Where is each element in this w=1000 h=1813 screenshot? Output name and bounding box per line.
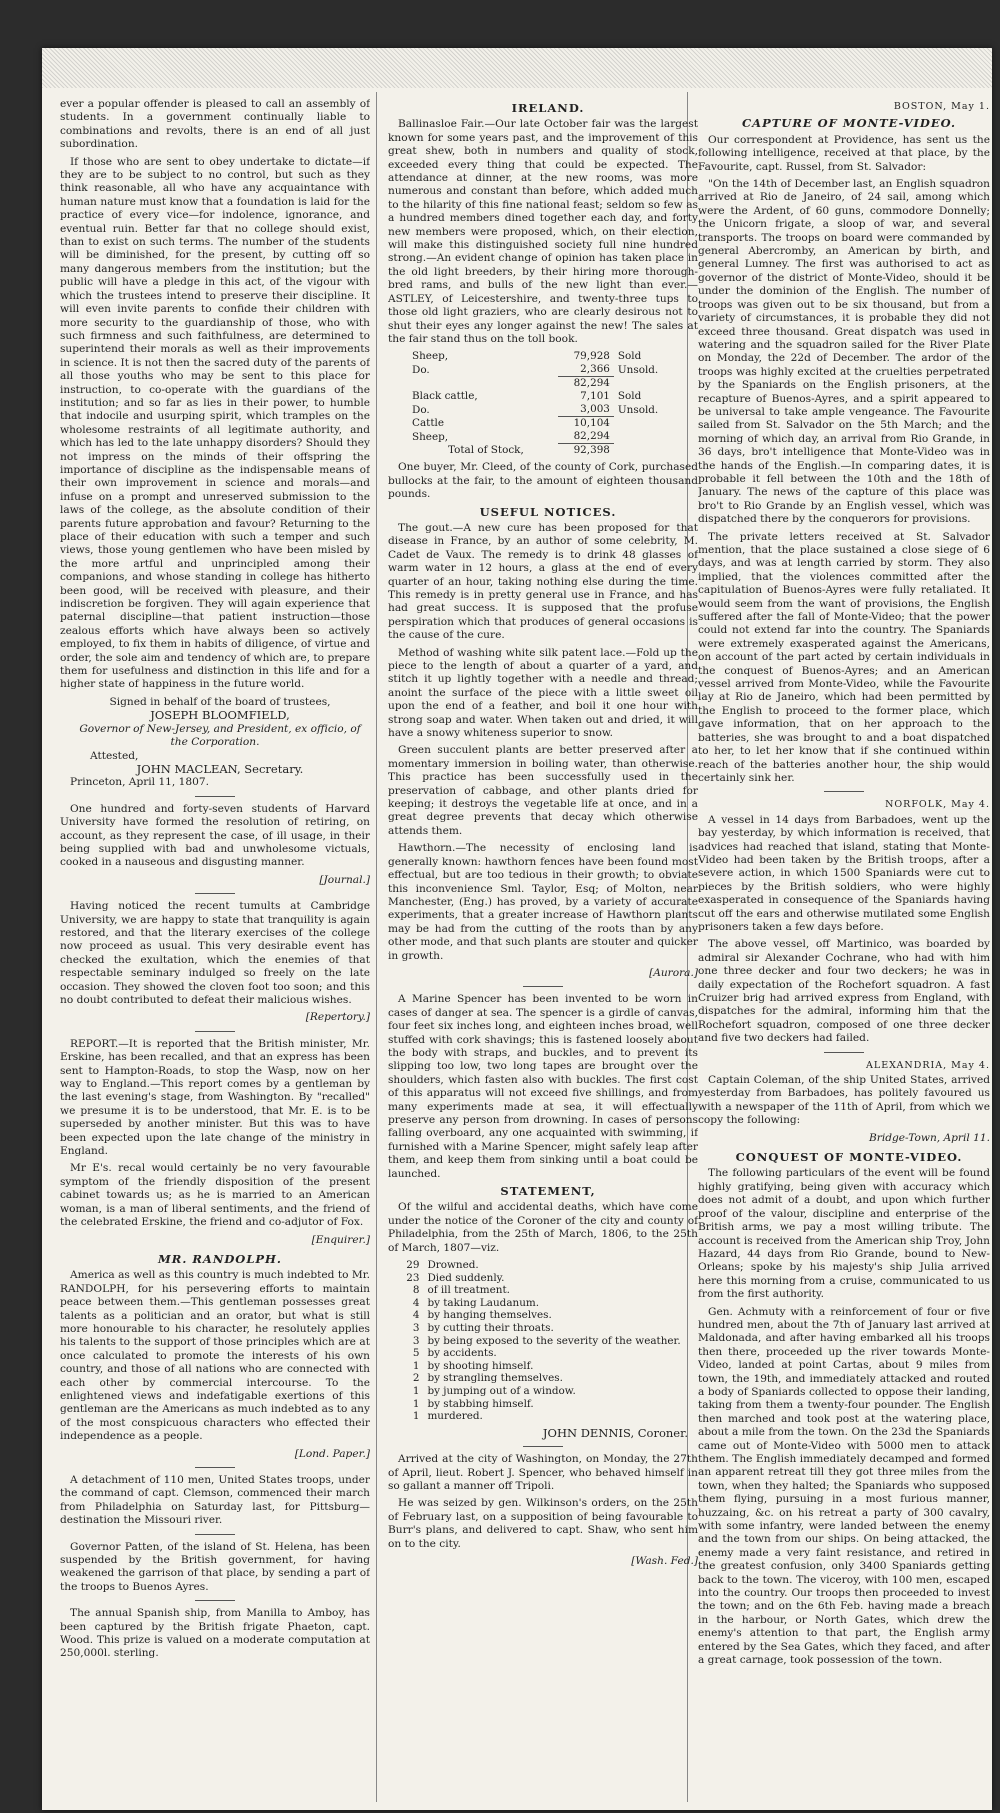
table-row (402, 1410, 687, 1423)
separator (195, 796, 235, 797)
paragraph: Green succulent plants are better preserved after a momentary immersion in boiling water, than otherwise. This practice has been successfully used in the preservation of cabbage, and other plants dried for keeping; it destroys the vegetable life at once, and in a great degree prevents that decay which otherwise attends them. (388, 744, 698, 837)
secretary-name: JOHN MACLEAN, Secretary. (136, 761, 304, 776)
paragraph: The gout.—A new cure has been proposed for that disease in France, by an author of some celebrity, M. Cadet de Vaux. The remedy is to drink 48 glasses of warm water in 12 hours, a glass at the end of every quarter of an hour, taking nothing else during the time. This remedy is in pretty general use in France, and has had great success. It is supposed that the profuse perspiration which that produces of general occasions is the cause of the cure. (388, 521, 698, 642)
section-heading: USEFUL NOTICES. (479, 504, 617, 519)
table-row (402, 1385, 687, 1398)
table-cell: Died suddenly. (427, 1271, 505, 1284)
table-cell: 4 (412, 1309, 420, 1322)
table-cell: Unsold. (617, 403, 659, 416)
table-cell: by strangling themselves. (427, 1372, 563, 1385)
paragraph: Captain Coleman, of the ship United States, arrived yesterday from Barbadoes, has politely favoured us with a newspaper of the 11th of April, from which we copy the following: (698, 1074, 990, 1127)
separator (195, 1534, 235, 1535)
paragraph: Gen. Achmuty with a reinforcement of four or five hundred men, about the 7th of January last arrived at Maldonada, and after having embarked all his troops then there, proceeded up the river towards Monte-Video, landed at point Cartas, about 9 miles from town, the 19th, and immediately attacked and routed a body of Spaniards collected to oppose their landing, taking from them a twenty-four pounder. The English then marched and took post at the watering place, about a mile from the town. On the 23d the Spaniards came out of Monte-Video with 5000 men to attack them. The English immediately decamped and formed an apparent retreat till they got three miles from the town, when they halted; the Spaniards who supposed them flying, pursuing in a most furious manner, huzzaing, &c. on his retreat a party of 300 cavalry, with some infantry, were landed between the enemy and the town from our ships. On being attacked, the enemy made a very faint resistance, and retired in the greatest confusion, only 3400 Spaniards getting back to the town. The viceroy, with 100 men, escaped into the country. Our troops then proceeded to invest the town; and on the 6th Feb. having made a breach in the harbour, or North Gates, which drew the enemy's attention to that part, the English army entered by the Sea Gates, which they faced, and after a great carnage, took possession of the town. (698, 1305, 990, 1667)
table-row (402, 1259, 687, 1272)
table-cell: by shooting himself. (427, 1359, 534, 1372)
separator (195, 893, 235, 894)
table-cell: by jumping out of a window. (427, 1385, 576, 1397)
source-credit: [Journal.] (319, 873, 370, 886)
table-cell: Drowned. (427, 1259, 479, 1272)
paragraph: The private letters received at St. Salvador mention, that the place sustained a close siege of 6 days, and was at length carried by storm. They also implied, that the violences committed after the capitulation of Buenos-Ayres were fully retaliated. It would seem from the want of provisions, the English suffered after the fall of Monte-Video; that the power could not extend far into the country. The Spaniards were extremely exasperated against the Americans, on account of the part acted by certain individuals in the conquest of Buenos-Ayres; and an American vessel arrived from Monte-Video, while the Favourite lay at Rio de Janeiro, which had been permitted by the English to proceed to the former place, which gave information, that on her approach to the batteries, she was brought to and a boat dispatched to her, to let her know that if she continued within reach of the batteries another hour, the ship would certainly sink her. (698, 530, 990, 784)
dateline: Princeton, April 11, 1807. (70, 776, 209, 789)
paragraph: Governor Patten, of the island of St. Helena, has been suspended by the British government, for having weakened the garrison of that place, by sending a part of the troops to Buenos Ayres. (60, 1540, 370, 1593)
table-cell: Sold (617, 390, 642, 403)
paragraph: Our correspondent at Providence, has sent us the following intelligence, received at that place, by the Favourite, capt. Russel, from St. Salvador: (698, 133, 990, 173)
table-cell: Total of Stock, (448, 444, 524, 457)
paragraph: If those who are sent to obey undertake to dictate—if they are to be subject to no control, but such as they think reasonable, all who have any acquaintance with human nature must know that a foundation is laid for the practice of every vice—for indolence, ignorance, and eventual ruin. Better far that no college should exist, than to exist on such terms. The number of the students will be diminished, for the present, by cutting off so many dangerous members from the institution; but the public will have a pledge in this act, of the vigour with which the trustees intend to preserve their discipline. It will even invite parents to confide their children with more security to the guardianship of those, who with such firmness and such faithfulness, are determined to superintend their morals as well as their improvements in science. It is not then the sacred duty of the parents of all those youths who may be sent to this place for instruction, to co-operate with the guardians of the institution; and so far as lies in their power, to humble that indocile and usurping spirit, which tramples on the wholesome restraints of all legitimate authority, and which has led to the late unhappy disorders? Should they not impress on the minds of their offspring the importance of discipline as the indispensable means of their own improvement in science and morals—and infuse on a prompt and unreserved submission to the laws of the college, as the absolute condition of their parents future approbation and favour? Returning to the place of their education with such a temper and such views, those young gentlemen who have been misled by the more artful and unprincipled among their companions, and whose standing in college has hitherto been good, will be received with pleasure, and their indiscretion be forgiven. They will again experience that paternal discipline—that patient instruction—those zealous efforts which have always been so actively employed, to fix them in habits of diligence, of virtue and order, the sole aim and tendency of which are, to prepare them for usefulness and distinction in this life and for a higher state of happiness in the future world. (60, 155, 370, 691)
table-cell (614, 430, 675, 444)
paragraph: The annual Spanish ship, from Manilla to Amboy, has been captured by the British frigate Phaeton, capt. Wood. This prize is valued on a moderate computation at 250,000l. sterling. (60, 1607, 370, 1660)
table-cell: 92,398 (558, 444, 614, 458)
table-cell: 82,294 (573, 430, 610, 443)
table-cell: 79,928 (573, 350, 610, 363)
section-heading: MR. RANDOLPH. (158, 1251, 282, 1266)
table-cell (408, 377, 558, 391)
paragraph: "On the 14th of December last, an English squadron arrived at Rio de Janeiro, of 24 sail, among which were the Ardent, of 60 guns, commodore Donnelly; the Unicorn frigate, a sloop of war, and several transports. The troops on board were commanded by general Abercromby, an American by birth, and general Lumney. The first was authorised to act as governor of the district of Monte-Video, should it be under the dominion of the English. The number of troops was given out to be six thousand, but from a variety of circumstances, it is probable they did not exceed three thousand. Great dispatch was used in watering and the squadron sailed for the River Plate on Monday, the 22d of December. The ardor of the troops was highly excited at the cruelties perpetrated by the Spaniards on the English prisoners, at the recapture of Buenos-Ayres, and a spirit appeared to be universal to take ample vengeance. The Favourite sailed from St. Salvador on the 5th March; and the morning of which day, an arrival from Rio Grande, in 36 days, bro't intelligence that Monte-Video was in the hands of the English.—In comparing dates, it is probable it fell between the 10th and the 18th of January. The news of the capture of this place was bro't to Rio Grande by an English vessel, which was dispatched there by the conquerors for provisions. (698, 178, 990, 526)
paragraph: REPORT.—It is reported that the British minister, Mr. Erskine, has been recalled, and that an express has been sent to Hampton-Roads, to stop the Wasp, now on her way to England.—This report comes by a gentleman by the last evening's stage, from Washington. By "recalled" we presume it is to be understood, that Mr. E. is to be superseded by another minister. But this was to have been expected upon the late change of the ministry in England. (60, 1037, 370, 1158)
table-cell: 1 (412, 1359, 420, 1372)
table-row (408, 444, 675, 458)
table-cell: 2,366 (580, 363, 610, 376)
paragraph: America as well as this country is much indebted to Mr. RANDOLPH, for his persevering efforts to maintain peace between them.—This gentleman possesses great talents as a politician and an orator, but what is still more honourable to his character, he resolutely applies his talents to the support of those principles which are at once calculated to promote the interests of his own country, and those of all nations who are connected with each other by commercial intercourse. To the enlightened views and indefatigable exertions of this gentleman are the Americans as much indebted as to any of the most conspicuous characters who effected their independence as a people. (60, 1269, 370, 1443)
table-row (402, 1297, 687, 1310)
paragraph: The following particulars of the event will be found highly gratifying, being given with accuracy which does not admit of a doubt, and upon which further proof of the valour, discipline and enterprise of the British arms, we pay a most willing tribute. The account is received from the American ship Troy, John Hazard, 44 days from Rio Grande, bound to New-Orleans; spoke by his majesty's ship Julia arrived here this morning from a cruise, communicated to us from the first authority. (698, 1167, 990, 1301)
separator (523, 1446, 563, 1447)
dateline: BOSTON, May 1. (893, 101, 990, 112)
section-heading: STATEMENT, (500, 1184, 596, 1199)
attested-line: Attested, (90, 749, 139, 762)
paragraph: Hawthorn.—The necessity of enclosing land is generally known: hawthorn fences have been found most effectual, but are too tedious in their growth; to obviate this inconvenience Sml. Taylor, Esq; of Molton, near Manchester, (Eng.) has proved, by a variety of accurate experiments, that a greater increase of Hawthorn plants may be had from the cutting of the roots than by any other mode, and that such plants are stouter and quicker in growth. (388, 842, 698, 962)
scan-damage-top (42, 48, 992, 88)
separator (824, 1052, 864, 1053)
table-row (408, 377, 675, 391)
column-3 (698, 98, 990, 1798)
paragraph: Ballinasloe Fair.—Our late October fair was the largest known for some years past, and the improvement of this great shew, both in numbers and quality of stock, exceeded every thing that could be expected. The attendance at dinner, at the new rooms, was more numerous and constant than before, which added much to the hilarity of this fine national feast; seldom so few as a hundred members dined together each day, and forty new members were proposed, which, on their election, will make this distinguished society full nine hundred strong.—An evident change of opinion has taken place in the old light breeders, by their hiring more thorough-bred rams, and bulls of the new light than ever.—ASTLEY, of Leicestershire, and twenty-three tups to those old light graziers, who are clearly desirous not to shut their eyes any longer against the new! The sales at the fair stand thus on the toll book. (388, 118, 698, 345)
separator (195, 1031, 235, 1032)
table-cell: by accidents. (427, 1347, 497, 1360)
paragraph: ever a popular offender is pleased to call an assembly of students. In a government continually liable to combinations and revolts, there is an end of all just subordination. (60, 98, 370, 151)
table-cell: murdered. (427, 1410, 483, 1423)
table-cell: 1 (412, 1410, 420, 1423)
table-cell: by cutting their throats. (427, 1322, 554, 1335)
paragraph: He was seized by gen. Wilkinson's orders, on the 25th of February last, on a supposition of being favourable to Burr's plans, and delivered to capt. Shaw, who sent him on to the city. (388, 1497, 698, 1550)
separator (824, 791, 864, 792)
table-row (408, 350, 675, 363)
table-cell: Black cattle, (412, 390, 478, 403)
table-row (402, 1360, 687, 1373)
table-cell: Sheep, (412, 430, 449, 443)
paragraph: Of the wilful and accidental deaths, which have come under the notice of the Coroner of the city and county of Philadelphia, from the 25th of March, 1806, to the 25th of March, 1807—viz. (388, 1201, 698, 1254)
signatory-title: Governor of New-Jersey, and President, ex officio, of the Corporation. (79, 722, 361, 749)
separator (523, 986, 563, 987)
table-row (408, 363, 675, 377)
dateline: NORFOLK, May 4. (885, 799, 990, 811)
table-cell (614, 377, 675, 391)
table-cell: 3 (412, 1334, 420, 1347)
table-cell: 5 (412, 1347, 420, 1360)
stock-table (408, 350, 675, 457)
source-credit: [Repertory.] (305, 1011, 370, 1024)
source-credit: [Aurora.] (649, 966, 698, 979)
section-heading: IRELAND. (511, 101, 585, 115)
table-cell: Sheep, (412, 350, 449, 363)
paragraph: Having noticed the recent tumults at Cambridge University, we are happy to state that tranquility is again restored, and that the literary exercises of the college now proceed as usual. This very desirable event has checked the exultation, which the enemies of that respectable seminary indulged so freely on the late occasion. They showed the cloven foot too soon; and this no doubt contributed to defeat their malicious wishes. (60, 900, 370, 1006)
paragraph: The above vessel, off Martinico, was boarded by admiral sir Alexander Cochrane, who had with him one three decker and four two deckers; he was in daily expectation of the Rochefort squadron. A fast Cruizer brig had arrived express from England, with dispatches for the admiral, informing him that the Rochefort squadron, composed of one three decker and five two deckers had failed. (698, 938, 990, 1045)
separator (195, 1600, 235, 1601)
table-cell: Sold (617, 350, 642, 363)
table-row (402, 1272, 687, 1285)
table-cell: 23 (406, 1271, 420, 1284)
column-1 (60, 98, 370, 1798)
table-cell: 8 (412, 1284, 420, 1297)
table-cell: 3 (412, 1322, 420, 1335)
table-cell: by being exposed to the severity of the weather. (427, 1334, 681, 1347)
source-credit: [Wash. Fed.] (631, 1555, 698, 1568)
section-heading: CONQUEST OF MONTE-VIDEO. (735, 1150, 963, 1165)
table-row (408, 403, 675, 417)
paragraph: Arrived at the city of Washington, on Monday, the 27th of April, lieut. Robert J. Spencer, who behaved himself in so gallant a manner off Tripoli. (388, 1453, 698, 1492)
table-row (408, 417, 675, 431)
newspaper-page (42, 48, 992, 1810)
column-2 (388, 98, 698, 1798)
table-cell: 82,294 (558, 377, 614, 391)
paragraph: A Marine Spencer has been invented to be worn in cases of danger at sea. The spencer is a girdle of canvas, four feet six inches long, and eighteen inches broad, well stuffed with cork shavings; this is fastened loosely about the body with straps, and buckles, and to prevent its slipping too low, two long tapes are brought over the shoulders, which fasten also with buckles. The first cost of this apparatus will not exceed five shillings, and from many experiments made at sea, it will effectually preserve any person from drowning. In cases of persons falling overboard, any one acquainted with swimming, if furnished with a Marine Spencer, might safely leap after them, and keep them from sinking until a boat could be launched. (388, 993, 698, 1180)
table-row (402, 1322, 687, 1335)
table-row (408, 390, 675, 403)
table-row (402, 1284, 687, 1297)
paragraph: Method of washing white silk patent lace.—Fold up the piece to the length of about a quarter of a yard, and stitch it up lightly together with a needle and thread; anoint the surface of the piece with a little sweet oil upon the end of a feather, and boil it one hour with strong soap and water. When taken out and dried, it will have a snowy whiteness superior to snow. (388, 646, 698, 740)
table-row (402, 1347, 687, 1360)
source-credit: [Lond. Paper.] (294, 1447, 370, 1460)
paragraph: Mr E's. recal would certainly be no very favourable symptom of the friendly disposition of the present cabinet towards us; as he is married to an American woman, is a man of liberal sentiments, and the friend of the celebrated Erskine, the friend and co-adjutor of Fox. (60, 1162, 370, 1229)
paragraph: One hundred and forty-seven students of Harvard University have formed the resolution of retiring, on account, as they represent the case, of ill usage, in their being supplied with bad and unwholesome victuals, cooked in a nauseous and disgusting manner. (60, 802, 370, 869)
table-cell: by hanging themselves. (427, 1309, 552, 1322)
table-cell (614, 417, 675, 431)
coroner-signature: JOHN DENNIS, Coroner. (542, 1425, 688, 1440)
table-cell: by taking Laudanum. (427, 1296, 540, 1309)
separator (195, 1467, 235, 1468)
table-cell: 4 (412, 1296, 420, 1309)
table-cell: 29 (406, 1259, 420, 1272)
section-heading: CAPTURE OF MONTE-VIDEO. (742, 116, 956, 131)
table-cell: Do. (412, 363, 430, 376)
table-row (402, 1335, 687, 1348)
paragraph: One buyer, Mr. Cleed, of the county of Cork, purchased bullocks at the fair, to the amount of eighteen thousand pounds. (388, 461, 698, 501)
table-cell: 10,104 (558, 417, 614, 431)
signatory-name: JOSEPH BLOOMFIELD, (150, 708, 290, 723)
table-cell: Do. (412, 403, 430, 416)
table-cell: 1 (412, 1397, 420, 1410)
column-rule (376, 92, 377, 1802)
table-row (408, 430, 675, 444)
table-row (402, 1398, 687, 1411)
table-row (402, 1309, 687, 1322)
source-credit: Bridge-Town, April 11. (868, 1131, 990, 1144)
table-cell: by stabbing himself. (427, 1397, 534, 1410)
deaths-table (402, 1259, 687, 1423)
dateline: ALEXANDRIA, May 4. (866, 1059, 990, 1071)
paragraph: A detachment of 110 men, United States troops, under the command of capt. Clemson, commenced their march from Philadelphia on Saturday last, for Pittsburg—destination the Missouri river. (60, 1474, 370, 1527)
table-cell (614, 444, 675, 458)
table-cell: Unsold. (617, 363, 659, 376)
table-cell: Cattle (412, 417, 444, 430)
paragraph: A vessel in 14 days from Barbadoes, went up the bay yesterday, by which information is received, that advices had reached that island, stating that Monte-Video had been taken by the British troops, after a severe action, in which 1500 Spaniards were cut to pieces by the British soldiers, who were highly exasperated in consequence of the Spaniards having cut off the ears and otherwise mutilated some English prisoners taken a few days before. (698, 813, 990, 933)
table-row (402, 1372, 687, 1385)
table-cell: 2 (412, 1372, 420, 1385)
table-cell: of ill treatment. (427, 1284, 510, 1297)
table-cell: 1 (412, 1385, 420, 1397)
table-cell: 3,003 (580, 403, 610, 416)
signed-line: Signed in behalf of the board of trustees, (109, 695, 331, 708)
source-credit: [Enquirer.] (311, 1233, 370, 1246)
table-cell: 7,101 (580, 390, 610, 403)
